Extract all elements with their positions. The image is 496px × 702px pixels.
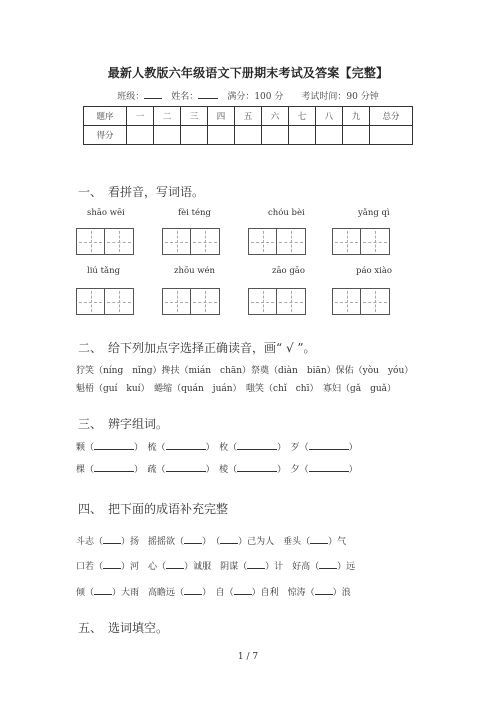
answer-blank[interactable] (310, 534, 328, 544)
char-prompt: 疏（ (147, 465, 166, 475)
score-cell[interactable] (181, 126, 208, 145)
header-cell: 五 (235, 107, 262, 126)
header-cell: 四 (208, 107, 235, 126)
score-cell[interactable] (154, 126, 181, 145)
name-blank[interactable] (198, 89, 218, 99)
answer-blank[interactable] (94, 585, 112, 595)
char-prompt: 梳（ (147, 443, 166, 453)
class-label: 班级： (117, 92, 145, 102)
score-row (84, 126, 413, 145)
writing-grid[interactable] (248, 228, 306, 255)
answer-blank[interactable] (234, 585, 252, 595)
idiom-part: 垂头（ (283, 537, 311, 547)
writing-grid[interactable] (332, 288, 390, 315)
score-cell[interactable] (289, 126, 316, 145)
pinyin: shāo wēi (87, 208, 125, 218)
idiom-part: ）浪 (332, 588, 351, 598)
idiom-part: ）远 (337, 562, 356, 572)
answer-blank[interactable] (319, 559, 337, 569)
answer-blank[interactable] (237, 440, 277, 450)
header-cell: 八 (316, 107, 343, 126)
pronunciation-line: 狞笑（níng nǐng）搀扶（mián chān）祭奠（diàn biān）保佑（yòu yóu） (76, 366, 414, 376)
idiom-part: ） (202, 588, 207, 598)
header-cell: 总分 (370, 107, 413, 126)
char-prompt: 枚（ (219, 443, 238, 453)
answer-blank[interactable] (237, 462, 277, 472)
page-number: 1 / 7 (237, 652, 259, 662)
answer-blank[interactable] (220, 534, 238, 544)
idiom-part: 好高（ (292, 562, 320, 572)
section2-heading: 二、 给下列加点字选择正确读音，画“ √ ”。 (78, 341, 316, 355)
idiom-part: 惊涛（ (287, 588, 315, 598)
pinyin: páo xiào (356, 266, 393, 276)
class-blank[interactable] (144, 89, 162, 99)
score-row-label: 得分 (84, 126, 127, 145)
idiom-part: （ (215, 537, 221, 547)
idiom-part: 摇摇欲（ (148, 537, 185, 547)
writing-grid[interactable] (162, 288, 220, 315)
score-cell[interactable] (343, 126, 370, 145)
answer-blank[interactable] (166, 440, 206, 450)
idiom-row (76, 585, 351, 598)
answer-blank[interactable] (166, 462, 206, 472)
pinyin: zhōu wén (174, 266, 216, 276)
section4-heading: 四、 把下面的成语补充完整 (78, 502, 229, 516)
paren-close: ） (134, 465, 139, 475)
idiom-part: ）大雨 (112, 588, 140, 598)
idiom-part: ）气 (328, 537, 347, 547)
answer-blank[interactable] (247, 559, 265, 569)
answer-blank[interactable] (94, 462, 134, 472)
pinyin: fèi téng (178, 208, 211, 218)
page-title: 最新人教版六年级语文下册期末考试及答案【完整】 (107, 66, 389, 80)
idiom-part: 口若（ (76, 562, 104, 572)
header-cell: 九 (343, 107, 370, 126)
score-table (83, 106, 413, 145)
paren-close: ） (348, 465, 358, 475)
answer-blank[interactable] (103, 559, 121, 569)
char-prompt: 歹（ (290, 443, 309, 453)
idiom-part: 自（ (215, 588, 234, 598)
writing-grid[interactable] (162, 228, 220, 255)
section3-heading: 三、 辨字组词。 (78, 417, 169, 431)
answer-blank[interactable] (309, 440, 349, 450)
char-prompt: 棵（ (76, 465, 95, 475)
header-cell: 三 (181, 107, 208, 126)
writing-grid[interactable] (332, 228, 390, 255)
paren-close: ） (134, 443, 139, 453)
score-cell[interactable] (262, 126, 289, 145)
section1-heading: 一、 看拼音，写词语。 (78, 185, 205, 199)
idiom-part: ）计 (265, 562, 284, 572)
idiom-part: ）河 (121, 562, 140, 572)
name-label: 姓名： (171, 92, 199, 102)
char-prompt: 棱（ (219, 465, 238, 475)
idiom-part: 阴谋（ (220, 562, 248, 572)
header-cell: 七 (289, 107, 316, 126)
word-group-row (76, 440, 358, 453)
idiom-part: ） (202, 537, 207, 547)
pinyin: yǎng qì (358, 208, 390, 218)
answer-blank[interactable] (184, 585, 202, 595)
idiom-part: ）己为人 (238, 537, 275, 547)
answer-blank[interactable] (184, 534, 202, 544)
pinyin: chóu bèi (268, 208, 305, 218)
paren-close: ） (277, 443, 282, 453)
score-cell[interactable] (316, 126, 343, 145)
idiom-part: 倾（ (76, 588, 95, 598)
exam-info (0, 89, 496, 102)
idiom-part: 斗志（ (76, 537, 104, 547)
score-cell[interactable] (127, 126, 154, 145)
section5-heading: 五、 选词填空。 (78, 621, 169, 635)
header-cell: 二 (154, 107, 181, 126)
word-group-row (76, 462, 358, 475)
pinyin: liú tǎng (87, 266, 121, 276)
answer-blank[interactable] (94, 440, 134, 450)
idiom-part: ）自利 (251, 588, 279, 598)
full-score: 满分：100 分 (227, 92, 284, 102)
paren-close: ） (205, 443, 211, 453)
score-cell[interactable] (370, 126, 413, 145)
score-header-row (84, 107, 413, 126)
header-cell: 一 (127, 107, 154, 126)
char-prompt: 夕（ (290, 465, 309, 475)
paren-close: ） (348, 443, 358, 453)
header-cell: 题序 (84, 107, 127, 126)
writing-grid[interactable] (76, 288, 134, 315)
idiom-row (76, 559, 355, 572)
idiom-part: ）扬 (121, 537, 140, 547)
paren-close: ） (277, 465, 282, 475)
score-cell[interactable] (235, 126, 262, 145)
answer-blank[interactable] (309, 462, 349, 472)
pronunciation-line: 魁梧（guí kuí） 蜷缩（quán juán） 嗤笑（chǐ chī） 寡妇（gǎ guǎ） (76, 384, 397, 394)
idiom-part: ）诚服 (184, 562, 212, 572)
idiom-part: 心（ (148, 562, 167, 572)
answer-blank[interactable] (315, 585, 333, 595)
exam-time: 考试时间：90 分钟 (301, 92, 379, 102)
idiom-part: 高瞻远（ (148, 588, 185, 598)
char-prompt: 颗（ (76, 443, 95, 453)
pinyin: zāo gāo (272, 266, 305, 276)
paren-close: ） (205, 465, 211, 475)
score-cell[interactable] (208, 126, 235, 145)
writing-grid[interactable] (76, 228, 134, 255)
answer-blank[interactable] (166, 559, 184, 569)
header-cell: 六 (262, 107, 289, 126)
idiom-row (76, 534, 346, 547)
answer-blank[interactable] (103, 534, 121, 544)
writing-grid[interactable] (248, 288, 306, 315)
